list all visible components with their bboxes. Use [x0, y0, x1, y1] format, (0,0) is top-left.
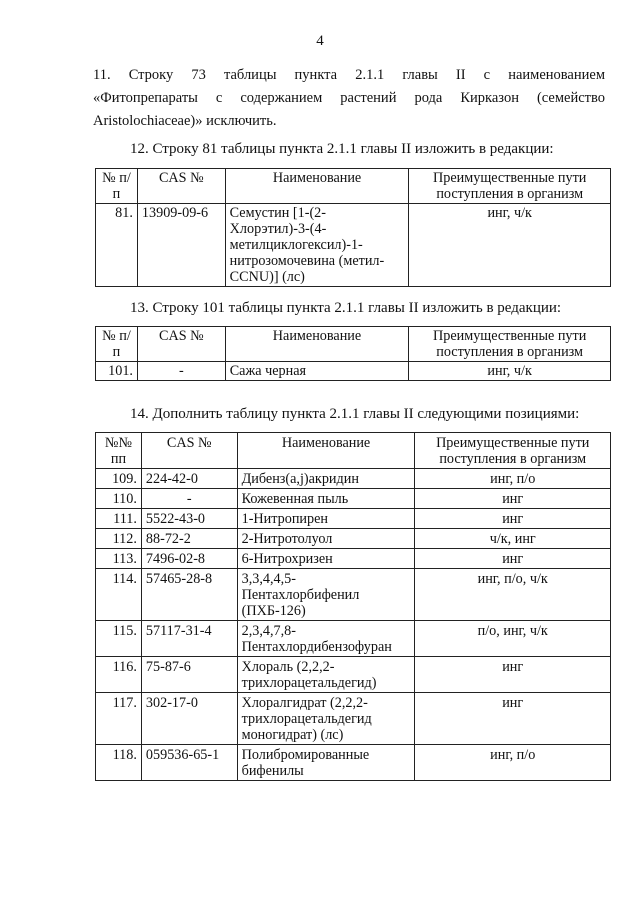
cell-number: 117.	[96, 693, 142, 745]
cell-cas: 88-72-2	[141, 529, 237, 549]
cell-name: 2-Нитротолуол	[237, 529, 415, 549]
cell-cas: 302-17-0	[141, 693, 237, 745]
cell-cas: 7496-02-8	[141, 549, 237, 569]
table-row	[96, 657, 611, 693]
header-number: № п/п	[96, 169, 138, 204]
cell-number: 114.	[96, 569, 142, 621]
item-11-line: 11. Строку 73 таблицы пункта 2.1.1 главы II с наименованием	[93, 67, 605, 83]
table-row	[96, 529, 611, 549]
table-row	[96, 204, 611, 287]
table-header-row	[96, 327, 611, 362]
header-route: Преимущественные пути поступления в организм	[415, 433, 611, 469]
cell-cas: 224-42-0	[141, 469, 237, 489]
cell-number: 115.	[96, 621, 142, 657]
table-row	[96, 469, 611, 489]
cell-route: инг, п/о	[415, 469, 611, 489]
page-number: 4	[316, 33, 324, 49]
item-12-table	[95, 168, 611, 287]
cell-name: Полибромированные бифенилы	[237, 745, 415, 781]
cell-number: 110.	[96, 489, 142, 509]
cell-cas: 13909-09-6	[137, 204, 225, 287]
item-11-paragraph	[93, 64, 605, 133]
cell-number: 118.	[96, 745, 142, 781]
header-route: Преимущественные пути поступления в организм	[409, 327, 611, 362]
header-route: Преимущественные пути поступления в организм	[409, 169, 611, 204]
item-14-heading: 14. Дополнить таблицу пункта 2.1.1 главы II следующими позициями:	[130, 406, 580, 422]
cell-route: инг	[415, 549, 611, 569]
cell-number: 81.	[96, 204, 138, 287]
header-name: Наименование	[225, 327, 409, 362]
cell-cas: -	[137, 362, 225, 381]
item-11-line: «Фитопрепараты с содержанием растений рода Кирказон (семейство	[93, 90, 605, 106]
header-cas: CAS №	[141, 433, 237, 469]
table-row	[96, 621, 611, 657]
cell-number: 113.	[96, 549, 142, 569]
item-11-line: Aristolochiaceae)» исключить.	[93, 113, 277, 129]
cell-cas: 57117-31-4	[141, 621, 237, 657]
cell-name: 2,3,4,7,8-Пентахлордибензофуран	[237, 621, 415, 657]
cell-route: инг, ч/к	[409, 204, 611, 287]
cell-route: инг	[415, 657, 611, 693]
cell-name: Кожевенная пыль	[237, 489, 415, 509]
cell-number: 111.	[96, 509, 142, 529]
cell-cas: 57465-28-8	[141, 569, 237, 621]
cell-route: ч/к, инг	[415, 529, 611, 549]
header-number: №№ пп	[96, 433, 142, 469]
cell-name: 6-Нитрохризен	[237, 549, 415, 569]
cell-name: 1-Нитропирен	[237, 509, 415, 529]
cell-number: 101.	[96, 362, 138, 381]
cell-cas: 5522-43-0	[141, 509, 237, 529]
cell-route: инг, п/о, ч/к	[415, 569, 611, 621]
table-header-row	[96, 433, 611, 469]
cell-number: 112.	[96, 529, 142, 549]
header-name: Наименование	[237, 433, 415, 469]
table-row	[96, 745, 611, 781]
header-cas: CAS №	[137, 327, 225, 362]
table-row	[96, 549, 611, 569]
cell-route: инг	[415, 489, 611, 509]
cell-route: п/о, инг, ч/к	[415, 621, 611, 657]
table-row	[96, 489, 611, 509]
item-12-heading: 12. Строку 81 таблицы пункта 2.1.1 главы II изложить в редакции:	[130, 141, 554, 157]
cell-name: 3,3,4,4,5-Пентахлорбифенил (ПХБ-126)	[237, 569, 415, 621]
table-row	[96, 362, 611, 381]
header-name: Наименование	[225, 169, 409, 204]
table-header-row	[96, 169, 611, 204]
cell-cas: 059536-65-1	[141, 745, 237, 781]
cell-name: Хлораль (2,2,2-трихлорацетальдегид)	[237, 657, 415, 693]
cell-route: инг	[415, 509, 611, 529]
cell-name: Сажа черная	[225, 362, 409, 381]
header-number: № п/п	[96, 327, 138, 362]
cell-name: Хлоралгидрат (2,2,2-трихлорацетальдегид моногидрат) (лс)	[237, 693, 415, 745]
cell-route: инг, ч/к	[409, 362, 611, 381]
cell-route: инг, п/о	[415, 745, 611, 781]
cell-cas: -	[141, 489, 237, 509]
cell-number: 116.	[96, 657, 142, 693]
table-row	[96, 569, 611, 621]
cell-number: 109.	[96, 469, 142, 489]
header-cas: CAS №	[137, 169, 225, 204]
cell-name: Семустин [1-(2-Хлорэтил)-3-(4-метилциклогексил)-1-нитрозомочевина (метил-CCNU)] (лс)	[225, 204, 409, 287]
table-row	[96, 509, 611, 529]
item-14-table	[95, 432, 611, 781]
item-13-table	[95, 326, 611, 381]
cell-route: инг	[415, 693, 611, 745]
cell-cas: 75-87-6	[141, 657, 237, 693]
item-13-heading: 13. Строку 101 таблицы пункта 2.1.1 главы II изложить в редакции:	[130, 300, 562, 316]
cell-name: Дибенз(a,j)акридин	[237, 469, 415, 489]
table-row	[96, 693, 611, 745]
